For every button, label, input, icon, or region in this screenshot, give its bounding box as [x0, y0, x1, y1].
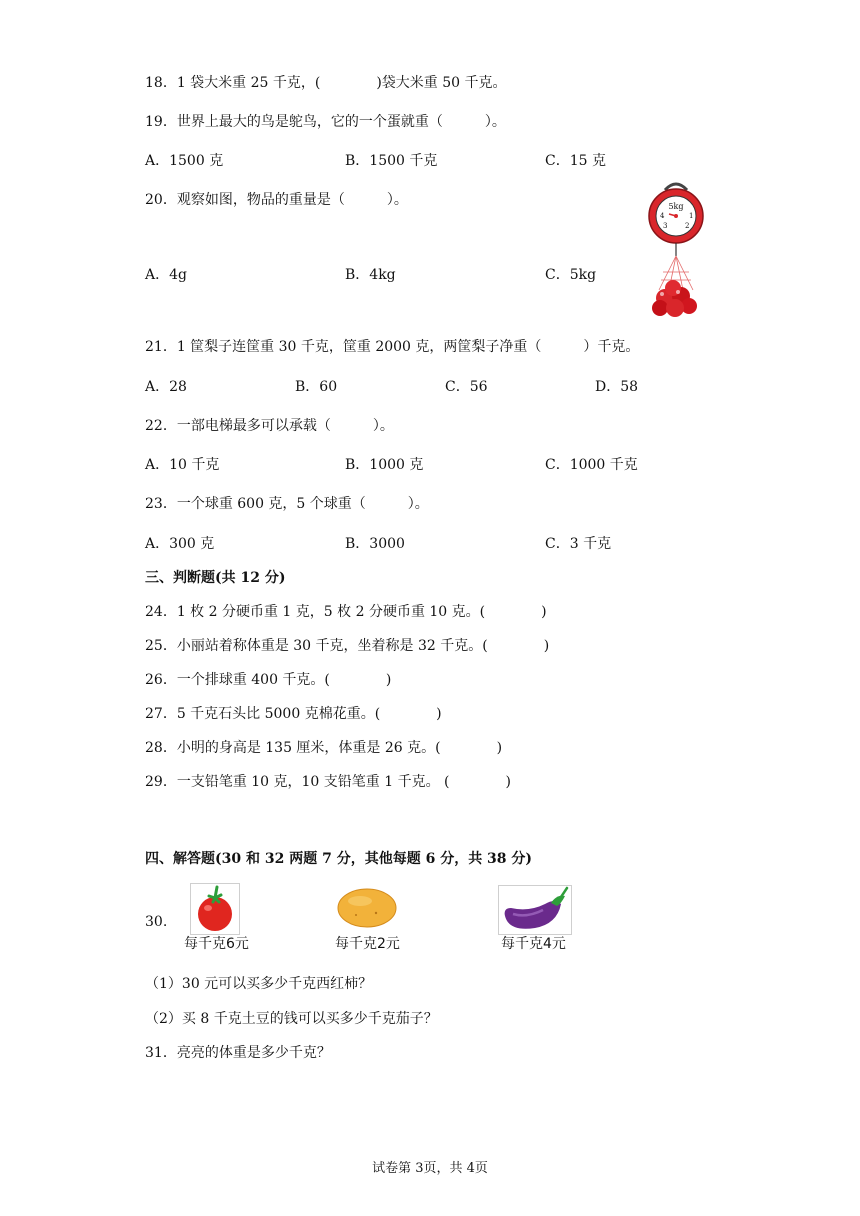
question-20: 20．观察如图，物品的重量是（ ）。	[145, 192, 408, 208]
question-18: 18．1 袋大米重 25 千克，( )袋大米重 50 千克。	[145, 75, 507, 91]
scale-tick-3: 3	[663, 222, 668, 230]
eggplant-price: 每千克4元	[501, 936, 566, 952]
question-21: 21．1 筐梨子连筐重 30 千克，筐重 2000 克，两筐梨子净重（ ）千克。	[145, 339, 640, 355]
potato-price: 每千克2元	[335, 936, 400, 952]
question-29: 29．一支铅笔重 10 克，10 支铅笔重 1 千克。 ( )	[145, 774, 511, 790]
apple-icon	[666, 299, 684, 317]
q22-option-a: A．10 千克	[145, 457, 220, 473]
q19-option-a: A．1500 克	[145, 153, 224, 169]
question-26: 26．一个排球重 400 千克。( )	[145, 672, 392, 688]
scale-tick-4: 4	[660, 212, 665, 220]
tomato-price: 每千克6元	[184, 936, 249, 952]
q23-option-a: A．300 克	[145, 536, 215, 552]
eggplant-picture	[498, 885, 572, 935]
q22-option-b: B．1000 克	[345, 457, 424, 473]
hanging-scale-illustration	[645, 180, 707, 320]
scale-unit-label: 5kg	[668, 202, 684, 211]
q21-option-a: A．28	[145, 379, 187, 395]
scale-tick-1: 1	[689, 212, 694, 220]
potato-picture	[336, 887, 398, 929]
q22-option-c: C．1000 千克	[545, 457, 638, 473]
question-30-part-1: （1）30 元可以买多少千克西红柿？	[145, 976, 373, 992]
q21-option-c: C．56	[445, 379, 488, 395]
question-30-part-2: （2）买 8 千克土豆的钱可以买多少千克茄子？	[145, 1011, 438, 1027]
question-19: 19．世界上最大的鸟是鸵鸟，它的一个蛋就重（ ）。	[145, 114, 506, 130]
question-25: 25．小丽站着称体重是 30 千克，坐着称是 32 千克。( )	[145, 638, 550, 654]
question-22: 22．一部电梯最多可以承载（ ）。	[145, 418, 394, 434]
q20-option-a: A．4g	[145, 267, 187, 283]
q21-option-d: D．58	[595, 379, 639, 395]
potato-icon	[338, 889, 396, 927]
q20-option-b: B．4kg	[345, 267, 396, 283]
question-28: 28．小明的身高是 135 厘米，体重是 26 克。( )	[145, 740, 503, 756]
scale-tick-2: 2	[685, 222, 690, 230]
page-footer: 试卷第 3页，共 4页	[372, 1161, 488, 1176]
question-27: 27．5 千克石头比 5000 克棉花重。( )	[145, 706, 442, 722]
apple-icon	[652, 300, 668, 316]
q21-option-b: B．60	[295, 379, 338, 395]
q23-option-c: C．3 千克	[545, 536, 612, 552]
tomato-picture	[190, 883, 240, 935]
tomato-icon	[198, 897, 232, 931]
q23-option-b: B．3000	[345, 536, 405, 552]
question-23: 23．一个球重 600 克，5 个球重（ ）。	[145, 496, 429, 512]
section-3-title: 三、判断题(共 12 分)	[145, 570, 286, 586]
question-30-number: 30.	[145, 914, 168, 930]
section-4-title: 四、解答题(30 和 32 两题 7 分，其他每题 6 分，共 38 分)	[145, 851, 533, 867]
q20-option-c: C．5kg	[545, 267, 597, 283]
q19-option-c: C．15 克	[545, 153, 606, 169]
q19-option-b: B．1500 千克	[345, 153, 438, 169]
question-31: 31．亮亮的体重是多少千克？	[145, 1045, 331, 1061]
question-24: 24．1 枚 2 分硬币重 1 克，5 枚 2 分硬币重 10 克。( )	[145, 604, 547, 620]
